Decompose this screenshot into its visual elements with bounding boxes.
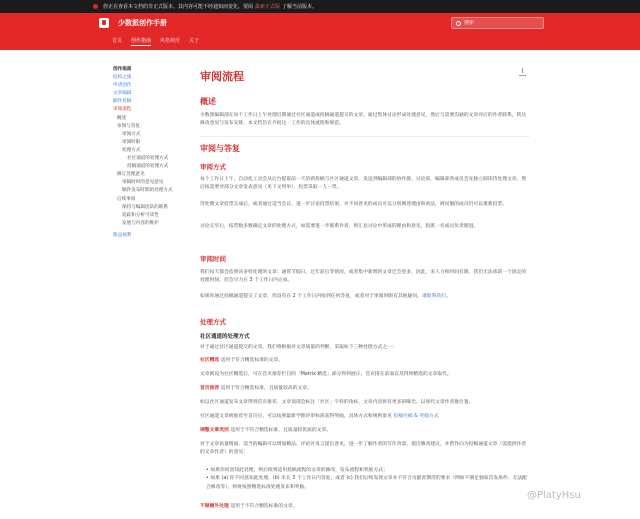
sidebar-subitem[interactable]: 社区通道的处理方式	[127, 156, 169, 162]
sidebar-subitem[interactable]: 概述	[117, 115, 127, 121]
sidebar-item[interactable]: 版益福利	[113, 232, 132, 238]
nav-home[interactable]: 首页	[112, 38, 123, 44]
sidebar-subitem[interactable]: 稿件发布时期的处理方式	[122, 188, 173, 194]
search-icon	[456, 21, 461, 26]
sidebar-subitem[interactable]: 投稿通道的处理方式	[127, 164, 169, 170]
subheading-handling: 处理方式	[200, 318, 226, 326]
option-desc-2	[200, 413, 530, 421]
time-text-end: 。	[445, 294, 451, 299]
sidebar-subitem[interactable]: 保持与编辑团队的联系	[122, 204, 168, 210]
warning-icon	[93, 4, 98, 9]
sidebar-subitem[interactable]: 审阅方式	[122, 131, 141, 137]
notice-link[interactable]: 最新正式版	[255, 4, 281, 10]
tag-community-pick: 社区精选	[200, 358, 220, 363]
nav-style[interactable]: 风格规范	[160, 38, 181, 44]
sidebar-subitem[interactable]: 处理方式	[122, 147, 141, 153]
tag-homepage: 首页推荐	[200, 386, 220, 391]
sidebar-item[interactable]: 稿件投稿	[113, 99, 132, 105]
sidebar-item-current[interactable]: 审阅流程	[113, 107, 132, 113]
subheading-community: 社区通道的处理方式	[200, 334, 250, 340]
option-no-action	[200, 503, 530, 511]
sidebar-item[interactable]: 文章编辑	[113, 91, 132, 97]
option-desc: 如以社区通道发布文章得到首页推荐，文章顶部会标注「社区」字样的角标，文章内容将有更多的曝光，以保代文章作者推位置。	[200, 400, 474, 405]
top-nav	[112, 37, 199, 46]
method-paragraph-2: 待处理文章投票完成后，或者通过适当会议、进一步讨论投票结果，并不同意见的成员可以分别阐述理由和看法，被说服的成员仍可以重新投票。	[200, 202, 508, 207]
search-box[interactable]	[451, 17, 544, 29]
logo-icon[interactable]	[99, 18, 109, 28]
sidebar-item[interactable]: 申请创作	[113, 83, 132, 89]
sidebar-subitem[interactable]: 发展与内容的维护	[122, 220, 159, 226]
main-content	[200, 66, 530, 509]
sidebar-subitem[interactable]: 审阅时限	[122, 139, 141, 145]
reward-link[interactable]: 投稿付稿 & 奖励方式	[393, 414, 439, 419]
method-paragraph-3: 讨论完毕后，按票数多数确定文章的处理方式，如需要进一步联系作者，则汇总讨论中形成的理由和意见，指派一名成员负责跟进。	[200, 224, 479, 229]
time-text: 如果你通过投稿通道提交了文章，但没有在 2 个工作日内收到任何答复，或者对于审阅时限有其他疑问，请	[200, 294, 427, 299]
contact-link[interactable]: 联系我们	[426, 294, 446, 299]
watermark: @PlatyHsu	[527, 490, 581, 501]
time-paragraph-1: 我们每天都会依照该多样处理的文章：通常节假日、过年前后等情况，或者集中新增的文章迁会更多，因此，来人力和时间有限，我们无法承诺一个固定的处理时间，但会尽力在 3 个工作日内完成。	[200, 270, 527, 284]
nav-about[interactable]: 关于	[189, 38, 200, 44]
subheading-time: 审阅时间	[200, 255, 226, 263]
sidebar-toc	[113, 66, 183, 240]
option-text: 适用于符合精选标准，且质量较高的文章。	[220, 386, 312, 391]
option-homepage	[200, 385, 530, 393]
nav-guide[interactable]: 创作指南	[131, 38, 152, 44]
overview-paragraph: 少数派编辑部在每个工作日上午处理近期通过社区通道或投稿通道提交的文章。通过集体讨论形成处理意见，然后与需要沟通的文章对应的作者联系，转达修改意见与发布安排。本文档旨在介绍这一工作的具体流程和规范。	[200, 113, 527, 127]
site-title[interactable]: 少数派创作手册	[118, 19, 167, 27]
community-paragraph: 对于通过社区通道提交的文章，我们将根据对文章质量的判断，采取如下三种处理方式之一：	[200, 345, 397, 350]
notice-text: 你正在查看本文档的非正式版本。其内容可能不经通知而变化。要阅	[103, 4, 254, 10]
time-paragraph-2	[200, 293, 530, 301]
option-community-pick	[200, 357, 530, 365]
tag-no-action: 不做额外处理	[200, 504, 229, 509]
option-adjust-category	[200, 427, 530, 435]
subheading-method: 审阅方式	[200, 163, 226, 171]
section-heading-review: 审阅与答复	[200, 144, 240, 153]
option-text: 适用于不符合精选标准的文章。	[230, 504, 298, 509]
notice-text-after: 了解当前版本。	[282, 4, 318, 10]
option-bullets	[206, 467, 530, 492]
tag-adjust: 调整文章类别	[200, 428, 229, 433]
sidebar-subitem[interactable]: 审阅与答复	[117, 123, 140, 129]
section-heading-overview: 概述	[200, 97, 216, 106]
sidebar-item[interactable]: 结构之旅	[113, 75, 132, 81]
list-item: • 如果你同意知此处理，则后续将适用投稿流程的文章的修改、发布流程和奖励方式；	[206, 467, 530, 475]
site-header	[0, 13, 640, 50]
option-text: 适用于不符合精选标准、且质量较优质的文章。	[230, 428, 332, 433]
option-text: 社区通道文章被推荐至首页后，可以按照最新学期评审标准获得奖励，具体方式和规则参见	[200, 414, 392, 419]
sidebar-title: 创作指南	[113, 67, 132, 72]
list-item: • 如果 (a) 你不同意知此处理、(b) 未在 3 个工作日内答复，或者 (c) 我们后续发现文章并不符合贡献者期待的要求（例如不满足独家首发条件、无法配合修改等），则将按照精选标准处理发布和奖励。	[206, 475, 530, 492]
option-desc: 对于文章质量稍弱、适当的编辑可以增加精品，评论区发言提出意见，进一步了解作者的写作背景、提出修改建议，并帮作向为投稿通道文章（需提供作者的文章作者）的意见：	[200, 442, 527, 456]
search-input[interactable]	[464, 20, 534, 26]
sidebar-subitem[interactable]: 后续事项	[117, 196, 136, 202]
option-desc: 文章被设为社区精选后，可在首页推荐栏目的「Matrix 精选」部分得到展示，首页排在前面以及得到精选的文章取代。	[200, 372, 452, 377]
page-title: 审阅流程	[200, 70, 244, 83]
sidebar-subitem[interactable]: 审稿时时的意见意见	[122, 180, 164, 186]
sidebar-subitem[interactable]: 修订处理意见	[117, 172, 145, 178]
version-notice-bar	[0, 0, 640, 13]
sidebar-subitem[interactable]: 追踪和分析可读性	[122, 212, 159, 218]
method-paragraph-1: 每个工作日上午，自动化工具会从后台提取前一天的新投稿与社区通道文章，发送到编辑部的协作群。讨论前，编辑部各成员会先独立阅读待处理文章，然后按需要对部分文章发表意见（见下文列举），投票采取一人一票。	[200, 177, 527, 191]
option-text: 适用于符合精选标准的文章。	[220, 358, 284, 363]
divider	[200, 136, 530, 137]
